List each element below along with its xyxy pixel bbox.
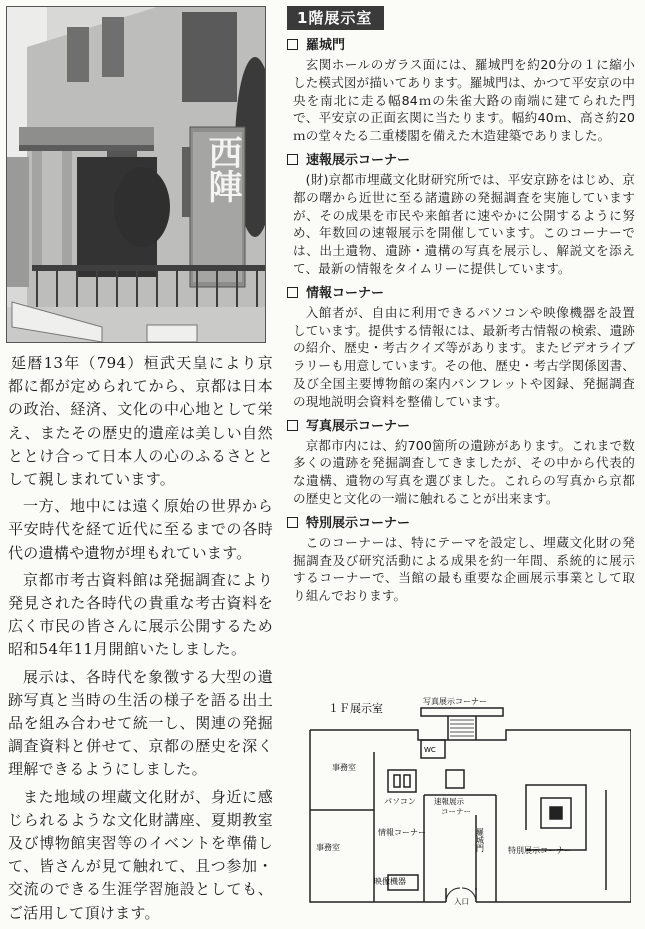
label-special: 特別展示コーナー bbox=[508, 846, 572, 855]
section-info-corner bbox=[287, 285, 635, 411]
section-quick-exhibit bbox=[287, 152, 635, 278]
section-photo-exhibit bbox=[287, 418, 635, 508]
section-title: 速報展示コーナー bbox=[306, 152, 411, 168]
intro-paragraph-1: 延暦13年（794）桓武天皇により京都に都が定められてから、京都は日本の政治、経済、文化の中心地として栄え、またその歴史的遺産は美しい自然ととけ合って日本人の心のふるさととして親しまれています。 bbox=[8, 354, 273, 489]
label-quick: 速報展示 bbox=[434, 797, 464, 806]
intro-paragraph-2: 一方、地中には遠く原始の世界から平安時代を経て近代に至るまでの各時代の遺構や遺物が埋もれています。 bbox=[8, 497, 273, 562]
section-body: このコーナーは、特にテーマを設定し、埋蔵文化財の発掘調査及び研究活動による成果を約一年間、系統的に展示するコーナーで、当館の最も重要な企画展示事業として取り組んでおります。 bbox=[293, 534, 635, 604]
section-body: 入館者が、自由に利用できるパソコンや映像機器を設置しています。提供する情報には、最新考古情報の検索、遺跡の紹介、歴史・考古クイズ等があります。またビデオライブラリーも用意しています。その他、歴史・考古学関係図書、及び全国主要博物館の案内パンフレットや図録、発掘調査の現地説明会資料を整備しています。 bbox=[293, 304, 635, 409]
checkbox-square-icon bbox=[287, 39, 298, 50]
intro-text bbox=[8, 352, 273, 929]
section-body: 玄関ホールのガラス面には、羅城門を約20分の１に縮小した模式図が描いてあります。羅城門は、かつて平安京の中央を南北に走る幅84ｍの朱雀大路の南端に建てられた門で、平安京の正面玄関に当たります。幅約40ｍ、高さ約20ｍの堂々たる二重楼閣を備えた木造建築でありました。 bbox=[293, 57, 635, 144]
label-office-1: 事務室 bbox=[332, 763, 356, 772]
section-special-exhibit bbox=[287, 515, 635, 605]
label-wc: WC bbox=[424, 746, 436, 754]
building-photo bbox=[6, 6, 266, 343]
floor-plan bbox=[296, 690, 631, 905]
section-body: (財)京都市埋蔵文化財研究所では、平安京跡をはじめ、京都の曙から近世に至る諸遺跡の発掘調査を実施していますが、その成果を市民や来館者に速やかに公開するように努め、年数回の速報展示を開催しています。このコーナーでは、出土遺物、遺跡・遺構の写真を展示し、解説文を添えて、最新の情報をタイムリーに提供しています。 bbox=[293, 171, 635, 276]
section-rashomon bbox=[287, 37, 635, 145]
exhibit-descriptions bbox=[287, 6, 635, 605]
section-title: 羅城門 bbox=[306, 38, 346, 53]
checkbox-square-icon bbox=[287, 154, 298, 165]
label-video: 映像機器 bbox=[374, 877, 406, 886]
section-title: 写真展示コーナー bbox=[306, 418, 411, 434]
floor-plan-title: １Ｆ展示室 bbox=[328, 702, 383, 715]
checkbox-square-icon bbox=[287, 420, 298, 431]
checkbox-square-icon bbox=[287, 287, 298, 298]
intro-paragraph-4: 展示は、各時代を象徴する大型の遺跡写真と当時の生活の様子を語る出土品を組み合わせて統一し、関連の発掘調査資料と併せて、京都の歴史を深く理解できるようにしました。 bbox=[8, 667, 273, 779]
label-office-2: 事務室 bbox=[316, 843, 340, 852]
section-body: 京都市内には、約700箇所の遺跡があります。これまで数多くの遺跡を発掘調査してきましたが、その中から代表的な遺構、遺物の写真を選びました。これらの写真から京都の歴史と文化の一端に触れることが出来ます。 bbox=[293, 437, 635, 506]
checkbox-square-icon bbox=[287, 517, 298, 528]
intro-paragraph-3: 京都市考古資料館は発掘調査により発見された各時代の貴重な考古資料を広く市民の皆さんに展示公開するため昭和54年11月開館いたしました。 bbox=[8, 570, 273, 659]
label-quick-2: コーナー bbox=[441, 807, 471, 816]
floor-title: 1階展示室 bbox=[287, 6, 384, 30]
label-entrance: 入口 bbox=[454, 897, 469, 905]
section-title: 特別展示コーナー bbox=[306, 515, 411, 531]
photo-sign-text: 西陣 bbox=[202, 135, 242, 203]
label-pc: パソコン bbox=[384, 797, 416, 806]
section-title: 情報コーナー bbox=[306, 285, 385, 301]
label-info: 情報コーナー bbox=[378, 828, 426, 837]
intro-paragraph-5: また地域の埋蔵文化財が、身近に感じられるような文化財講座、夏期教室及び博物館実習等のイベントを準備して、皆さんが見て触れて、且つ参加・交流のできる生涯学習施設としても、ご活用して頂けます。 bbox=[8, 787, 273, 922]
label-rashomon: 羅城門 bbox=[475, 828, 485, 852]
label-photo-corner: 写真展示コーナー bbox=[423, 697, 487, 706]
